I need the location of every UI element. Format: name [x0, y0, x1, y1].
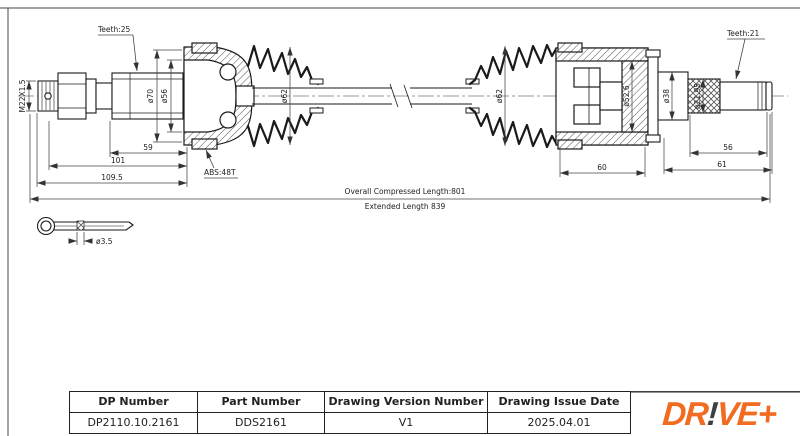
dim-overall-compressed: Overall Compressed Length:801 [344, 187, 466, 196]
header-drawing-version: Drawing Version Number [325, 392, 488, 413]
cotter-pin-hole [45, 93, 51, 99]
tripod-roller-top [574, 68, 600, 87]
title-block [69, 391, 631, 434]
dim-60: 60 [597, 163, 607, 172]
dim-dia62-left: ø62 [280, 88, 289, 104]
label-teeth-right: Teeth:21 [727, 29, 760, 38]
header-part-number: Part Number [198, 392, 325, 413]
boot-clamp-top [192, 43, 217, 53]
logo-part-dr: DR [661, 395, 709, 432]
hub-nut [58, 73, 86, 119]
tripod-roller-bottom [574, 105, 600, 124]
dim-extended: Extended Length 839 [364, 202, 446, 211]
value-issue-date: 2025.04.01 [527, 416, 591, 430]
dim-59: 59 [143, 143, 153, 152]
boot-clamp-bottom-right [558, 140, 582, 149]
ball-top [220, 64, 236, 80]
logo-exclamation: ! [705, 395, 719, 432]
abs-ring [192, 139, 217, 149]
logo-part-ve-plus: VE+ [715, 395, 777, 432]
dim-109-5: 109.5 [101, 173, 123, 182]
inboard-joint [556, 43, 648, 149]
dim-dia56: ø56 [160, 88, 169, 104]
dim-dia52-6: ø52.6 [622, 85, 631, 107]
label-teeth-left: Teeth:25 [98, 25, 131, 34]
label-abs: ABS:48T [204, 168, 236, 177]
cotter-pin-detail [38, 218, 134, 235]
value-part-number: DDS2161 [198, 413, 325, 434]
dim-56: 56 [723, 143, 733, 152]
dim-dia62-right: ø62 [495, 88, 504, 104]
value-dp-number: DP2110.10.2161 [70, 413, 198, 434]
header-dp-number: DP Number [70, 392, 198, 413]
dim-61: 61 [717, 160, 727, 169]
dim-dia70: ø70 [146, 88, 155, 104]
cotter-pin-dim [69, 232, 92, 245]
header-issue-date: Drawing Issue Date [488, 392, 630, 413]
dim-thread: M22X1.5 [18, 79, 27, 113]
dim-dia21-95: ø21.95 [693, 82, 702, 110]
outboard-joint [184, 43, 254, 149]
value-drawing-version: V1 [325, 413, 488, 434]
dim-101: 101 [110, 156, 126, 165]
ball-bottom [220, 112, 236, 128]
drive-plus-logo [636, 392, 800, 436]
boot-clamp-top-right [558, 43, 582, 52]
dim-dia38: ø38 [662, 88, 671, 104]
dim-pin-dia: ø3.5 [96, 237, 113, 246]
